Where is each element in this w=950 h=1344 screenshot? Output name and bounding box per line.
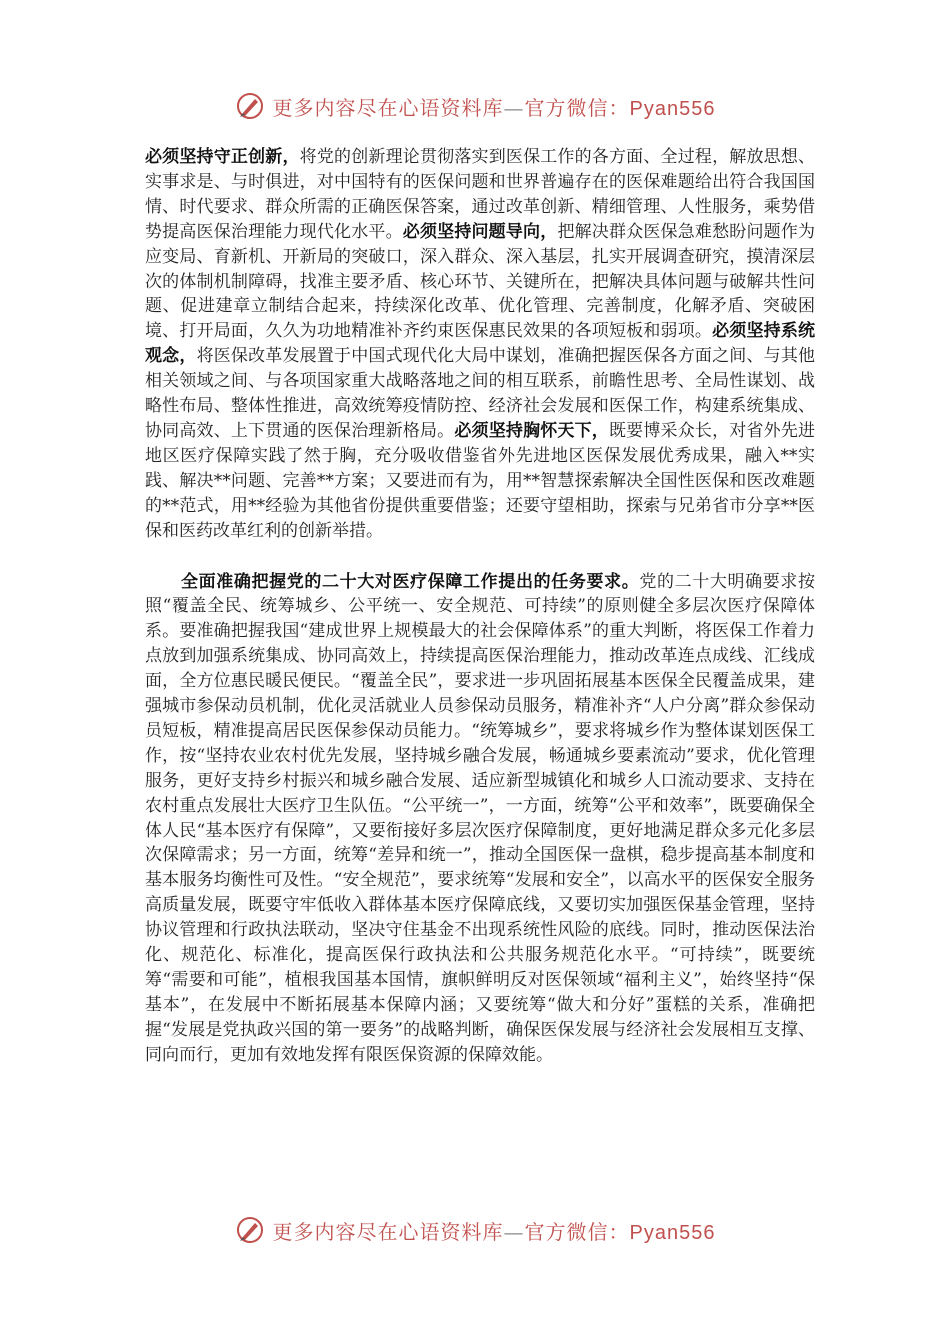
- body-text: 将医保改革发展置于中国式现代化大局中谋划，准确把握医保各方面之间、与其他相关领域之间、与各项国家重大战略落地之间的相互联系，前瞻性思考、全局性谋划、战略性布局、整体性推进，高效统筹疫情防控、经济社会发展和医保工作，构建系统集成、协同高效、上下贯通的医保治理新格局。: [145, 346, 816, 441]
- watermark-main: 更多内容尽在心语资料库: [272, 95, 504, 120]
- paragraph: [145, 570, 815, 1068]
- body-text: 既要博采众长，对省外先进地区医疗保障实践了然于胸，充分吸收借鉴省外先进地区医保发展优秀成果，融入**实践、解决**问题、完善**方案；又要进而有为，用**智慧探索解决全国性医保和医改难题的**范式，用**经验为其他省份提供重要借鉴；还要守望相助，探索与兄弟省市分享**医保和医药改革红利的创新举措。: [145, 420, 816, 541]
- paragraph: [145, 145, 815, 544]
- watermark-text: [273, 92, 716, 121]
- body-text: 把解决群众医保急难愁盼问题作为应变局、育新机、开新局的突破口，深入群众、深入基层，扎实开展调查研究，摸清深层次的体制机制障碍，找准主要矛盾、核心环节、关键所在，把解决具体问题与破解共性问题、促进建章立制结合起来，持续深化改革、优化管理、完善制度，化解矛盾、突破困境、打开局面，久久为功地精准补齐约束医保惠民效果的各项短板和弱项。: [145, 221, 816, 342]
- bold-heading: 必须坚持问题导向，: [402, 221, 558, 242]
- document-body: [145, 145, 815, 1068]
- footer-watermark: [0, 1210, 950, 1250]
- header-watermark: [0, 86, 950, 126]
- body-text: 将党的创新理论贯彻落实到医保工作的各方面、全过程，解放思想、实事求是、与时俱进，对中国特有的医保问题和世界普遍存在的医保难题给出符合我国国情、时代要求、群众所需的正确医保答案，通过改革创新、精细管理、人性服务，乘势借势提高医保治理能力现代化水平。: [145, 147, 816, 242]
- watermark-text: [273, 1216, 716, 1245]
- watermark-dash: —: [503, 95, 525, 120]
- bold-heading: 必须坚持胸怀天下，: [454, 420, 609, 441]
- bold-heading: 必须坚持系统观念，: [145, 321, 815, 367]
- watermark-label: 官方微信：: [524, 95, 630, 120]
- watermark-id: Pyan556: [629, 1221, 716, 1244]
- pen-logo-icon: [235, 1215, 265, 1245]
- watermark-id: Pyan556: [629, 97, 716, 120]
- watermark-dash: —: [503, 1219, 525, 1244]
- body-text: 党的二十大明确要求按照“覆盖全民、统筹城乡、公平统一、安全规范、可持续”的原则健全多层次医疗保障体系。要准确把握我国“建成世界上规模最大的社会保障体系”的重大判断，将医保工作着力点放到加强系统集成、协同高效上，持续提高医保治理能力，推动改革连点成线、汇线成面，全方位惠民暖民便民。“覆盖全民”，要求进一步巩固拓展基本医保全民覆盖成果，建强城市参保动员机制，优化灵活就业人员参保动员服务，精准补齐“人户分离”群众参保动员短板，精准提高居民医保参保动员能力。“统筹城乡”，要求将城乡作为整体谋划医保工作，按“坚持农业农村优先发展，坚持城乡融合发展，畅通城乡要素流动”要求，优化管理服务，更好支持乡村振兴和城乡融合发展、适应新型城镇化和城乡人口流动要求、支持在农村重点发展壮大医疗卫生队伍。“公平统一”，一方面，统筹“公平和效率”，既要确保全体人民“基本医疗有保障”，又要衔接好多层次医疗保障制度，更好地满足群众多元化多层次保障需求；另一方面，统筹“差异和统一”，推动全国医保一盘棋，稳步提高基本制度和基本服务均衡性可及性。“安全规范”，要求统筹“发展和安全”，以高水平的医保安全服务高质量发展，既要守牢低收入群体基本医疗保障底线，又要切实加强医保基金管理，坚持协议管理和行政执法联动，坚决守住基金不出现系统性风险的底线。同时，推动医保法治化、规范化、标准化，提高医保行政执法和公共服务规范化水平。“可持续”，既要统筹“需要和可能”，植根我国基本国情，旗帜鲜明反对医保领域“福利主义”，始终坚持“保基本”，在发展中不断拓展基本保障内涵；又要统筹“做大和分好”蛋糕的关系，准确把握“发展是党执政兴国的第一要务”的战略判断，确保医保发展与经济社会发展相互支撑、同向而行，更加有效地发挥有限医保资源的保障效能。: [145, 571, 816, 1065]
- pen-logo-icon: [235, 91, 265, 121]
- watermark-label: 官方微信：: [524, 1219, 630, 1244]
- bold-heading: 必须坚持守正创新，: [145, 147, 300, 167]
- watermark-main: 更多内容尽在心语资料库: [272, 1219, 504, 1244]
- bold-heading: 全面准确把握党的二十大对医疗保障工作提出的任务要求。: [181, 571, 640, 592]
